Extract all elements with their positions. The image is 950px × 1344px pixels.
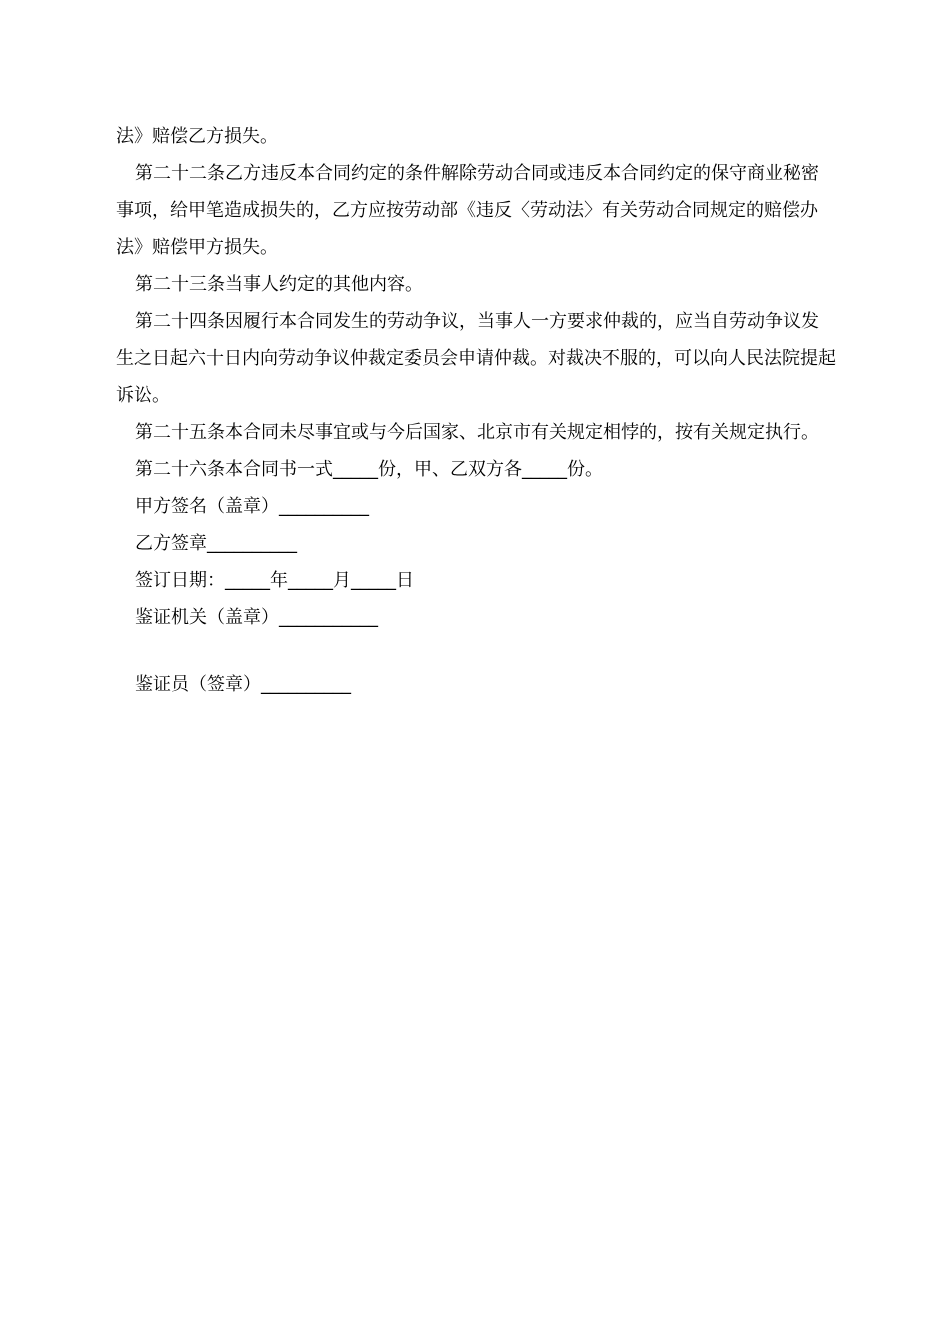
party-b-signature-line: 乙方签章__________: [135, 533, 297, 554]
sign-date-line: 签订日期：_____年_____月_____日: [135, 570, 414, 591]
paragraph-article-26: 第二十六条本合同书一式_____份，甲、乙双方各_____份。: [135, 459, 603, 480]
document-page: [116, 118, 836, 703]
authority-seal-line: 鉴证机关（盖章）___________: [135, 607, 378, 628]
paragraph-article-23: 第二十三条当事人约定的其他内容。: [135, 274, 423, 295]
paragraph-continuation: 法》赔偿乙方损失。: [116, 126, 278, 147]
party-a-signature-line: 甲方签名（盖章）__________: [135, 496, 369, 517]
verifier-signature-line: 鉴证员（签章）__________: [135, 674, 351, 695]
paragraph-article-22: 第二十二条乙方违反本合同约定的条件解除劳动合同或违反本合同约定的保守商业秘密事项，给甲笔造成损失的，乙方应按劳动部《违反〈劳动法〉有关劳动合同规定的赔偿办法》赔偿甲方损失。: [116, 163, 819, 258]
paragraph-article-24: 第二十四条因履行本合同发生的劳动争议，当事人一方要求仲裁的，应当自劳动争议发生之日起六十日内向劳动争议仲裁定委员会申请仲裁。对裁决不服的，可以向人民法院提起诉讼。: [116, 311, 836, 406]
paragraph-article-25: 第二十五条本合同未尽事宜或与今后国家、北京市有关规定相悖的，按有关规定执行。: [135, 422, 819, 443]
